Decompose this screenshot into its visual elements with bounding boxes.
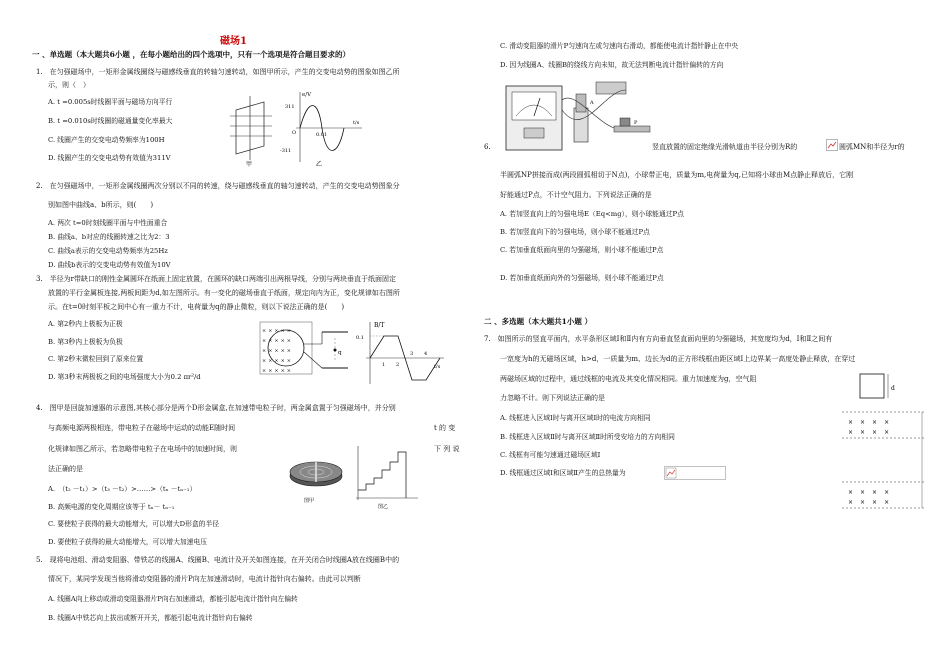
q3-ring-diagram [260,322,348,374]
q5-apparatus-figure [504,80,654,154]
q7-frame-d-label: d [891,385,895,392]
q1-tick-001: 0.01 [316,132,328,138]
q4-label-jia: 图甲 [304,498,315,504]
q3-bt-graph [356,322,444,384]
q1-label-jia: 甲 [246,161,253,168]
q4-figure [286,444,422,514]
svg-text:××××: ×××× [848,489,897,496]
q3-stem: 3. 半径为r带缺口的刚性金属圆环在纸面上固定放置，在圆环的缺口两端引出两根导线，分别与两块垂直于纸面固定 [36,275,397,283]
svg-text:×××××: ××××× [262,358,293,364]
q1-origin: O [292,130,297,136]
q4-option-c: C. 要使粒子获得的最大动能增大，可以增大D形盒的半径 [48,520,220,528]
q3-tick-4: 4 [424,351,428,357]
q6-stem-1a: 竖直放置的固定绝缘光滑轨道由半径分别为R的 [652,143,798,151]
svg-text:×××××: ××××× [262,328,293,334]
q7-magnetic-regions-figure [842,408,928,512]
q3-tick-2: 2 [396,362,400,368]
q3-tick-3: 3 [410,351,414,357]
fraction-image-icon [826,139,838,151]
q3-option-a: A. 第2秒内上极板为正极 [48,320,123,328]
q6-option-d: D. 若加垂直纸面向外的匀强磁场，则小球不能通过P点 [500,274,664,282]
q6-option-c: C. 若加垂直纸面向里的匀强磁场，则小球不能通过P点 [500,246,664,254]
section-multiple-choice: 二 、多选题（本大题共1小题 ） [484,317,592,326]
q4-stem-3a: 化规律如图乙所示，若忽略带电粒子在电场中的加速时间，则 [48,445,237,453]
q1-coil-diagram [230,96,272,168]
q1-emf-graph [280,92,362,168]
q2-option-c: C. 曲线a表示的交变电动势频率为25Hz [48,247,168,255]
q6-number: 6. [484,143,491,151]
svg-text:××××: ×××× [848,419,897,426]
q2-stem: 2. 在匀强磁场中，一矩形金属线圈两次分别以不同的转速，绕与磁感线垂直的轴匀速转动，产生的交变电动势图象分 [36,182,400,190]
q1-axis-t: t/s [353,120,360,126]
q7-stem-2: 一宽度为h的无磁场区域，h>d，一质量为m、边长为d的正方形线框由距区域Ⅰ上边界某一高度处静止释放，在穿过 [500,355,856,363]
q7-option-b: B. 线框进入区域Ⅱ时与离开区域Ⅱ时所受安培力的方向相同 [500,433,675,441]
q6-option-b: B. 若加竖直向下的匀强电场，则小球不能通过P点 [500,228,650,236]
svg-text:A: A [590,100,594,106]
svg-text:××××: ×××× [848,429,897,436]
q3-axis-t: t/s [434,364,441,370]
q1-stem: 1. 在匀强磁场中，一矩形金属线圈绕与磁感线垂直的转轴匀速转动，如图甲所示，产生的交变电动势的图象如图乙所 [36,68,400,76]
q7-option-a: A. 线框进入区域Ⅰ时与离开区域Ⅰ时的电流方向相同 [500,414,651,422]
q1-figure [230,88,370,168]
q3-charge-label: q [338,350,342,356]
q3-figure [258,318,448,390]
page-title: 磁场1 [220,36,247,47]
q3-tick-01: 0.1 [356,335,364,341]
q6-stem-1b: 圆弧MN和半径为r的 [839,143,905,151]
q3-option-d: D. 第3秒末两极板之间的电场强度大小为0.2 πr²/d [48,373,201,381]
q6-stem-2: 半圆弧NP拼接而成(两段圆弧相切于N点)，小球带正电，质量为m,电荷量为q,已知将小球由M点静止释放后，它刚 [500,171,854,179]
q1-option-c: C. 线圈产生的交变电动势频率为100H [48,136,165,144]
q4-stem-3b: 下 列 说 [434,445,460,453]
q5-option-b: B. 线圈A中铁芯向上拔出或断开开关，都能引起电流计指针向右偏转 [48,614,253,622]
q5-stem-2: 情况下，某同学发现当他将滑动变阻器的滑片P向左加速滑动时，电流计指针向右偏转。由此可以判断 [48,575,361,583]
q7-option-d: D. 线框通过区域Ⅰ和区域Ⅱ产生的总热量为 [500,469,626,477]
q3-tick-1: 1 [382,362,386,368]
q1-tick-neg311: -311 [280,148,292,154]
q3-option-b: B. 第3秒内上极板为负极 [48,338,123,346]
q2-option-b: B. 曲线a、b对应的线圈转速之比为2：3 [48,233,170,241]
q1-axis-e: e/V [302,92,312,98]
svg-text:××××: ×××× [848,499,897,506]
svg-text:P: P [634,120,638,126]
q4-label-yi: 图乙 [378,504,389,510]
q6-stem-3: 好能通过P点，不计空气阻力。下列说法正确的是 [500,191,652,199]
svg-text:×××××: ××××× [262,338,293,344]
svg-text:×××××: ××××× [262,348,293,354]
q1-option-b: B. t =0.010s时线圈的磁通量变化率最大 [48,117,173,125]
q5-stem: 5. 现将电池组、滑动变阻器、带铁芯的线圈A、线圈B、电流计及开关如图连接，在开关闭合时线圈A放在线圈B中的 [36,556,400,564]
q2-stem-2: 别如图中曲线a、b所示，则( ) [48,201,154,209]
q4-stem-2b: t 的 变 [434,424,456,432]
q4-stem: 4. 图甲是回旋加速器的示意图,其核心部分是两个D形金属盒,在加速带电粒子时，两金属盒置于匀强磁场中，并分别 [36,404,396,412]
q2-option-d: D. 曲线b表示的交变电动势有效值为10V [48,261,171,269]
q5-option-c: C. 滑动变阻器的滑片P匀速向左或匀速向右滑动，都能使电流计指针静止在中央 [500,42,739,50]
q2-option-a: A. 两次 t=0时刻线圈平面与中性面重合 [48,219,168,227]
q7-stem-3: 两磁场区域的过程中，通过线框的电流及其变化情况相同。重力加速度为g，空气阻 [500,375,757,383]
q3-option-c: C. 第2秒末微粒回到了原来位置 [48,355,144,363]
q4-stem-2a: 与高频电源两极相连，带电粒子在磁场中运动的动能E随时间 [48,424,236,432]
q3-stem-2: 放置的平行金属板连接,两板间距为d,如左图所示。有一变化的磁场垂直于纸面，规定向内为正，变化规律如右图所 [48,289,400,297]
q4-ek-graph [356,446,418,510]
q1-label-yi: 乙 [316,161,323,168]
q7-stem: 7. 如图所示的竖直平面内，水平条形区域Ⅰ和Ⅱ内有方向垂直竖直面向里的匀强磁场，其宽度均为d，Ⅰ和Ⅱ之间有 [484,335,833,343]
answer-formula-image-icon [664,466,726,480]
q5-option-a: A. 线圈A向上移动或滑动变阻器滑片P向右加速滑动，都能引起电流计指针向左偏转 [48,595,298,603]
q4-option-b: B. 高频电源的变化周期应该等于 tₙ－ tₙ₋₁ [48,503,175,511]
q5-option-d: D. 因为线圈A、线圈B的绕线方向未知，故无法判断电流计指针偏转的方向 [500,61,724,69]
q7-stem-4: 力忽略不计。则下列说法正确的是 [500,394,605,402]
q3-stem-3: 示。在t=0时刻平板之间中心有一重力不计，电荷量为q的静止微粒，则以下说法正确的是( ) [48,303,345,311]
q1-tick-311: 311 [285,104,295,110]
q1-option-d: D. 线圈产生的交变电动势有效值为311V [48,154,171,162]
q4-option-d: D. 要使粒子获得的最大动能增大，可以增大加速电压 [48,538,208,546]
q1-stem-2: 示，则（ ） [48,81,90,89]
q4-stem-4: 法正确的是 [48,465,83,473]
q4-cyclotron-diagram [290,462,342,504]
q6-option-a: A. 若加竖直向上的匀强电场E（Eq<mg），则小球能通过P点 [500,210,684,218]
q3-axis-bt: B/T [374,322,385,329]
section-single-choice: 一 、单选题（本大题共6小题 ，在每小题给出的四个选项中，只有一个选项是符合题目要求的） [32,50,350,59]
q7-option-c: C. 线框有可能匀速通过磁场区域Ⅰ [500,451,601,459]
svg-text:×××××: ××××× [262,368,293,374]
q7-square-frame-figure [858,372,908,402]
q1-option-a: A. t =0.005s时线圈平面与磁场方向平行 [48,98,173,106]
q4-option-a: A. （t₂ －t₁）>（t₃ －t₂）>……>（tₙ －tₙ₋₁） [48,485,197,493]
